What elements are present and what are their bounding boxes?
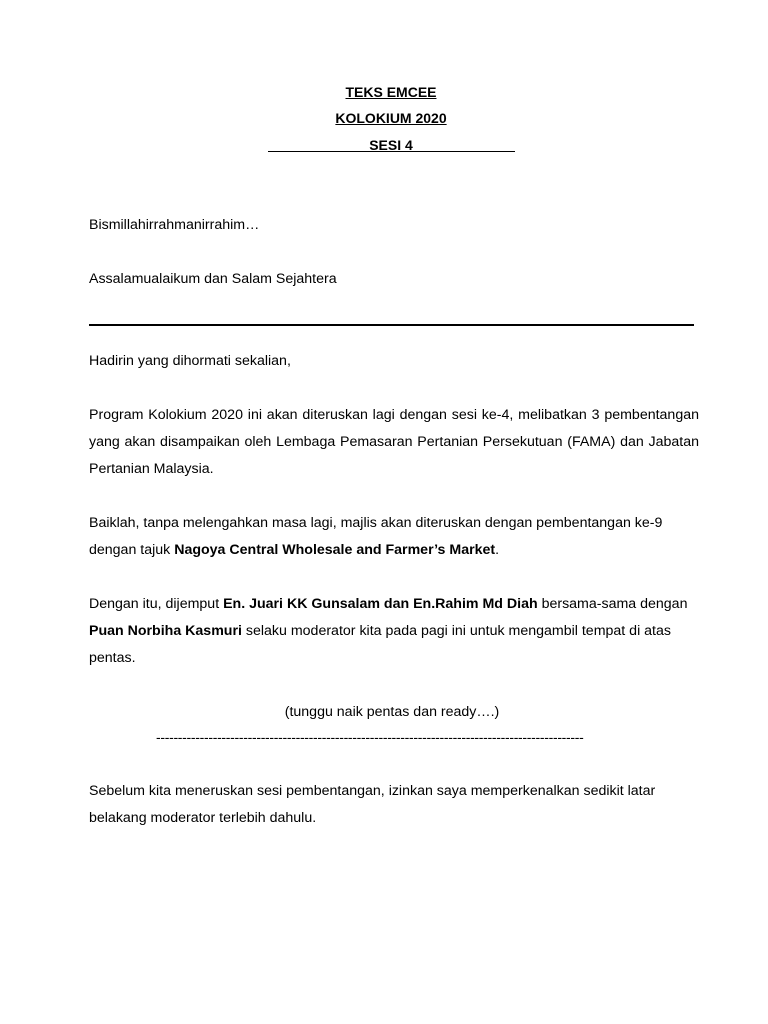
document-title: TEKS EMCEE xyxy=(345,84,437,100)
moderator-name: Puan Norbiha Kasmuri xyxy=(89,623,242,639)
program-paragraph: Program Kolokium 2020 ini akan diteruskan lagi dengan sesi ke-4, melibatkan 3 pembentangan yang akan disampaikan oleh Lembaga Pemasaran Pertanian Persekutuan (FAMA) dan Jabatan Pertanian Malaysia. xyxy=(89,407,699,477)
invitation-text-1: Dengan itu, dijemput xyxy=(89,596,224,612)
invitation-text-2: bersama-sama dengan xyxy=(537,596,688,612)
section-divider xyxy=(89,324,694,326)
invitation-text-3: selaku moderator kita pada pagi ini untuk mengambil tempat di atas pentas. xyxy=(89,623,671,666)
session-title: SESI 4 xyxy=(369,137,413,153)
greeting-line: Assalamualaikum dan Salam Sejahtera xyxy=(89,271,337,287)
session-underline xyxy=(268,151,515,152)
baiklah-paragraph xyxy=(89,510,699,564)
event-title: KOLOKIUM 2020 xyxy=(335,110,447,126)
presenter-names: En. Juari KK Gunsalam dan En.Rahim Md Diah xyxy=(223,596,538,612)
address-line: Hadirin yang dihormati sekalian, xyxy=(89,353,291,369)
stage-direction: (tunggu naik pentas dan ready….) xyxy=(284,704,500,720)
closing-paragraph: Sebelum kita meneruskan sesi pembentangan, izinkan saya memperkenalkan sedikit latar belakang moderator terlebih dahulu. xyxy=(89,783,656,826)
dashed-separator: -------------------------------------------------------------------------------------------------- xyxy=(156,729,584,745)
presentation-topic: Nagoya Central Wholesale and Farmer’s Market xyxy=(174,542,496,558)
invitation-paragraph xyxy=(89,591,699,672)
baiklah-end: . xyxy=(495,542,500,558)
opening-line: Bismillahirrahmanirrahim… xyxy=(89,217,260,233)
baiklah-text: Baiklah, tanpa melengahkan masa lagi, majlis akan diteruskan dengan pembentangan ke-9 dengan tajuk xyxy=(89,515,663,558)
